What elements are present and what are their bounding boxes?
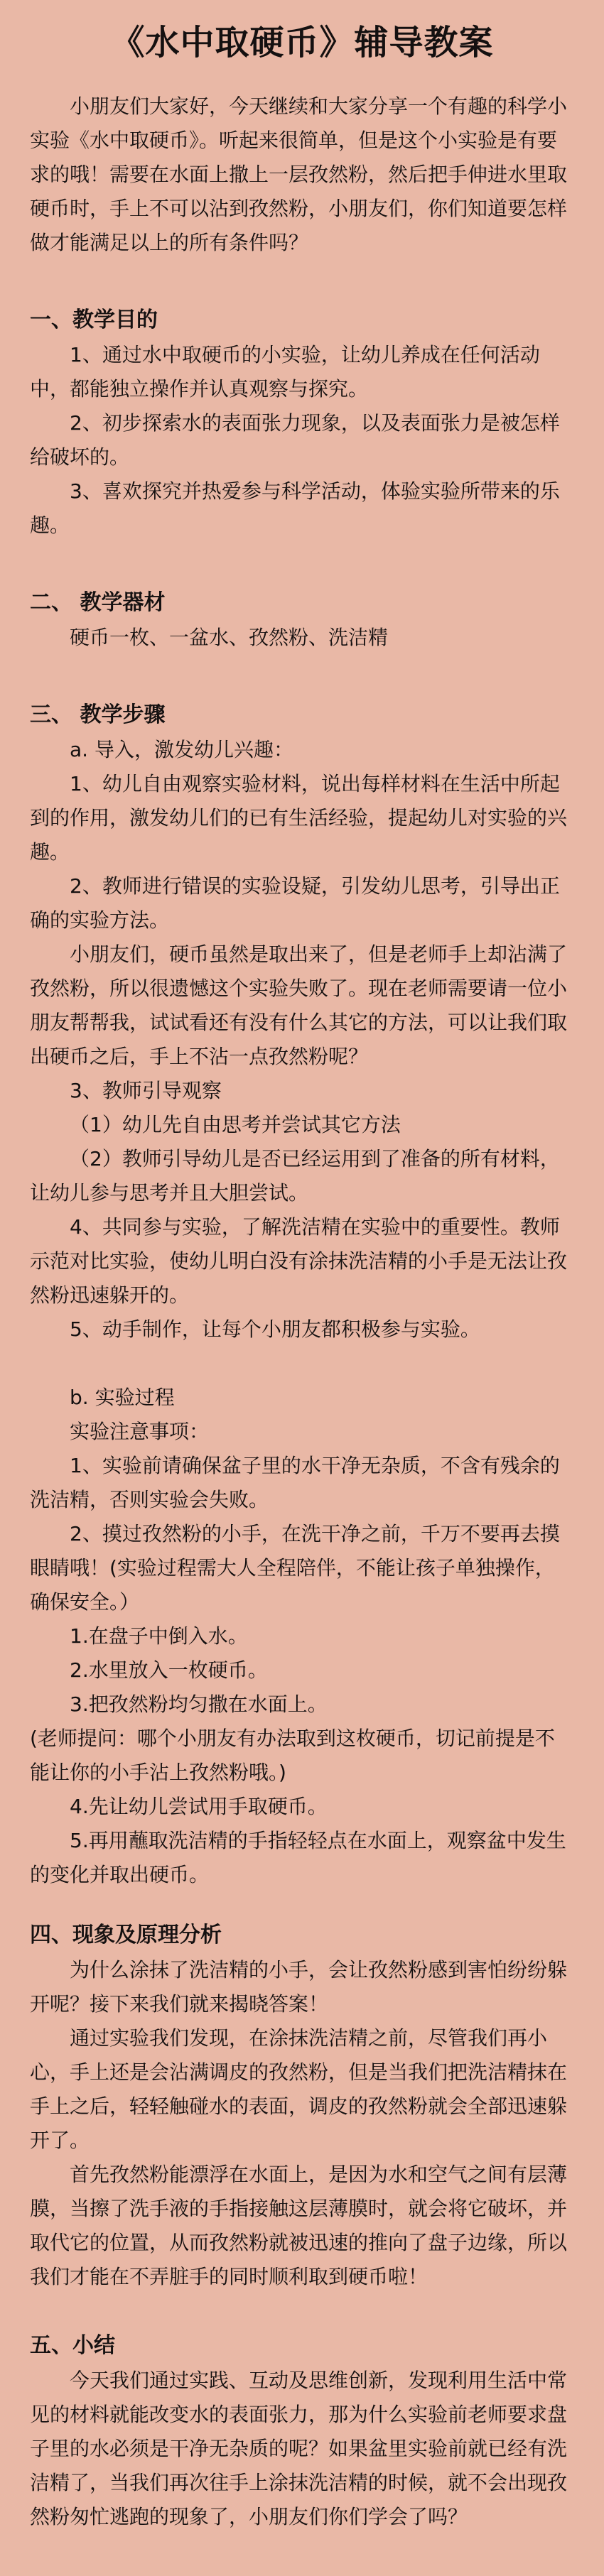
note-item: 1、实验前请确保盆子里的水干净无杂质，不含有残余的洗洁精，否则实验会失败。 <box>30 1454 560 1511</box>
procedure-step: 4.先让幼儿尝试用手取硬币。 <box>70 1795 328 1818</box>
notes-label: 实验注意事项： <box>70 1420 210 1443</box>
spacer <box>30 1347 574 1381</box>
step-item: （1）幼儿先自由思考并尝试其它方法 <box>70 1113 401 1136</box>
part-b-label: b. 实验过程 <box>70 1386 175 1409</box>
step-item: 小朋友们，硬币虽然是取出来了，但是老师手上却沾满了孜然粉，所以很遗憾这个实验失败了。现在老师需要请一位小朋友帮帮我，试试看还有没有什么其它的方法，可以让我们取出硬币之后，手上不沾一点孜然粉呢？ <box>30 942 568 1068</box>
procedure-step: 3.把孜然粉均匀撒在水面上。 <box>70 1692 328 1716</box>
section-heading-summary: 五、小结 <box>30 2333 115 2358</box>
materials-list: 硬币一枚、一盆水、孜然粉、洗洁精 <box>70 626 389 649</box>
part-a-label: a. 导入，激发幼儿兴趣： <box>70 738 293 761</box>
summary-paragraph: 今天我们通过实践、互动及思维创新，发现利用生活中常见的材料就能改变水的表面张力，那为什么实验前老师要求盘子里的水必须是干净无杂质的呢？如果盆里实验前就已经有洗洁精了，当我们再次往手上涂抹洗洁精的时候，就不会出现孜然粉匆忙逃跑的现象了，小朋友们你们学会了吗？ <box>30 2369 568 2528</box>
step-item: 4、共同参与实验，了解洗洁精在实验中的重要性。教师示范对比实验，使幼儿明白没有涂抹洗洁精的小手是无法让孜然粉迅速躲开的。 <box>30 1215 568 1307</box>
analysis-paragraph: 首先孜然粉能漂浮在水面上，是因为水和空气之间有层薄膜，当擦了洗手液的手指接触这层薄膜时，就会将它破坏，并取代它的位置，从而孜然粉就被迅速的推向了盘子边缘，所以我们才能在不弄脏手的同时顺利取到硬币啦！ <box>30 2163 568 2288</box>
teacher-question: (老师提问：哪个小朋友有办法取到这枚硬币，切记前提是不能让你的小手沾上孜然粉哦。) <box>30 1727 555 1784</box>
procedure-step: 5.再用蘸取洗洁精的手指轻轻点在水面上，观察盆中发生的变化并取出硬币。 <box>30 1829 566 1886</box>
step-item: 2、教师进行错误的实验设疑，引发幼儿思考，引导出正确的实验方法。 <box>30 874 560 932</box>
step-item: 5、动手制作，让每个小朋友都积极参与实验。 <box>70 1317 480 1341</box>
document-title: 《水中取硬币》辅导教案 <box>110 23 494 63</box>
objective-item: 2、初步探索水的表面张力现象，以及表面张力是被怎样给破坏的。 <box>30 411 560 469</box>
spacer <box>30 1892 574 1918</box>
section-heading-materials: 二、 教学器材 <box>30 590 166 615</box>
procedure-step: 2.水里放入一枚硬币。 <box>70 1658 268 1682</box>
intro-paragraph: 小朋友们大家好，今天继续和大家分享一个有趣的科学小实验《水中取硬币》。听起来很简单，但是这个小实验是有要求的哦！需要在水面上撒上一层孜然粉，然后把手伸进水里取硬币时，手上不可以沾到孜然粉，小朋友们，你们知道要怎样做才能满足以上的所有条件吗？ <box>30 94 568 254</box>
step-item: 3、教师引导观察 <box>70 1079 222 1102</box>
objective-item: 1、通过水中取硬币的小实验，让幼儿养成在任何活动中，都能独立操作并认真观察与探究。 <box>30 343 540 401</box>
spacer <box>30 543 574 585</box>
step-item: （2）教师引导幼儿是否已经运用到了准备的所有材料，让幼儿参与思考并且大胆尝试。 <box>30 1147 560 1205</box>
spacer <box>30 655 574 697</box>
spacer <box>30 260 574 303</box>
analysis-paragraph: 通过实验我们发现，在涂抹洗洁精之前，尽管我们再小心，手上还是会沾满调皮的孜然粉，但是当我们把洗洁精抹在手上之后，轻轻触碰水的表面，调皮的孜然粉就会全部迅速躲开了。 <box>30 2026 568 2152</box>
section-heading-analysis: 四、现象及原理分析 <box>30 1923 222 1947</box>
step-item: 1、幼儿自由观察实验材料，说出每样材料在生活中所起到的作用，激发幼儿们的已有生活经验，提起幼儿对实验的兴趣。 <box>30 772 568 864</box>
section-heading-steps: 三、 教学步骤 <box>30 702 166 727</box>
spacer <box>30 2294 574 2328</box>
procedure-step: 1.在盘子中倒入水。 <box>70 1624 248 1648</box>
note-item: 2、摸过孜然粉的小手，在洗干净之前，千万不要再去摸眼睛哦！(实验过程需大人全程陪伴，不能让孩子单独操作，确保安全。） <box>30 1522 560 1614</box>
analysis-paragraph: 为什么涂抹了洗洁精的小手，会让孜然粉感到害怕纷纷躲开呢？接下来我们就来揭晓答案！ <box>30 1958 568 2016</box>
objective-item: 3、喜欢探究并热爱参与科学活动，体验实验所带来的乐趣。 <box>30 479 560 537</box>
section-heading-objectives: 一、教学目的 <box>30 308 158 332</box>
